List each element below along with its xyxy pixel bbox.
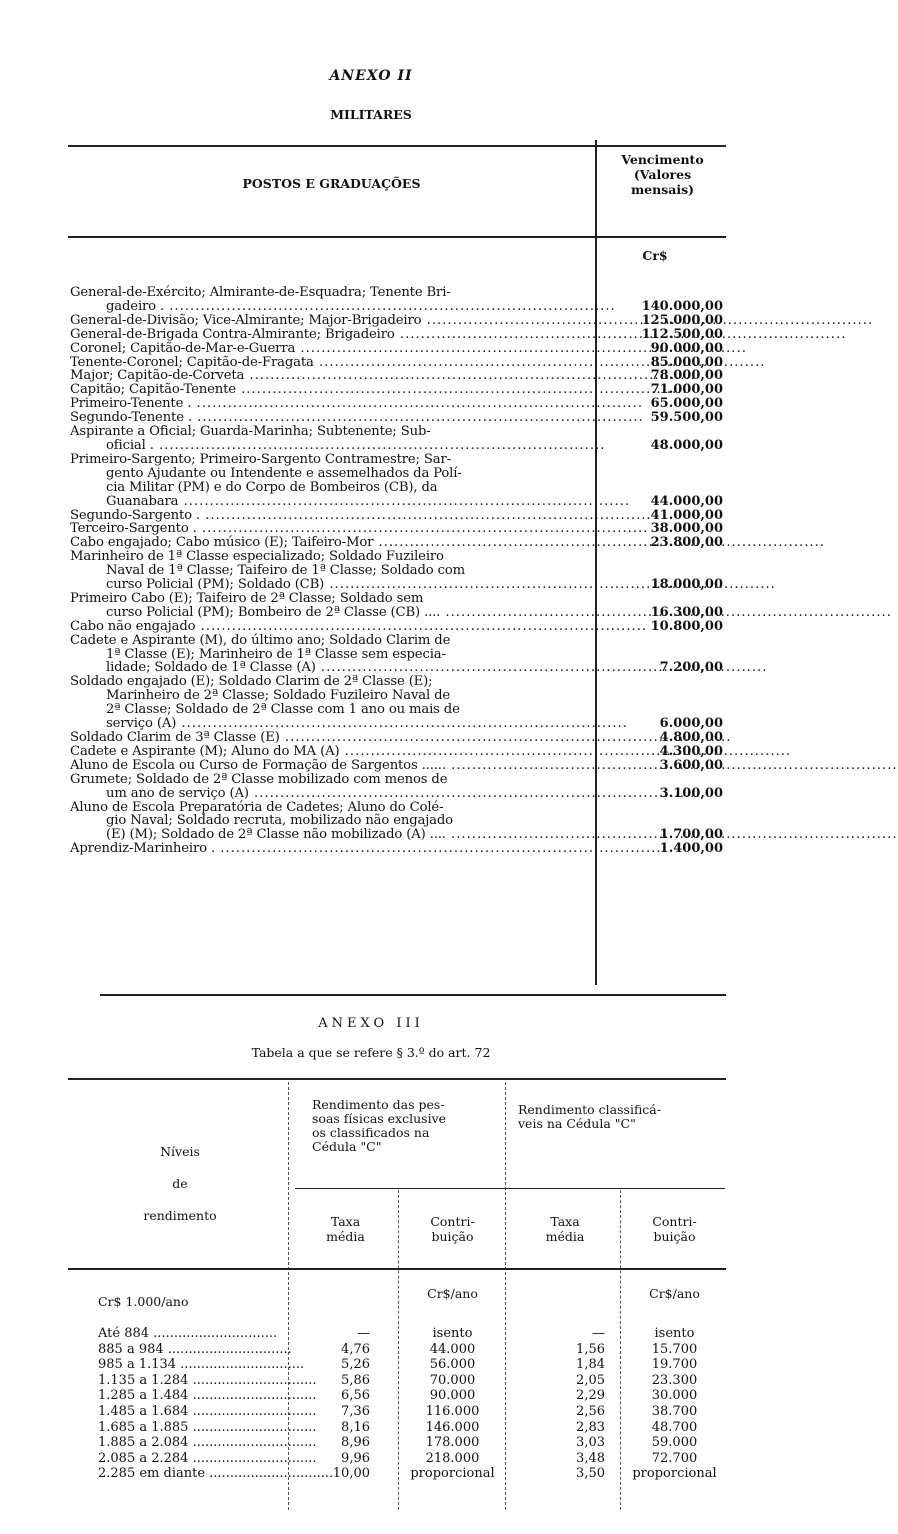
table-top-rule — [68, 145, 726, 147]
level-text: Até 884 — [98, 1326, 150, 1341]
taxa1-cell: 6,56 — [341, 1388, 370, 1404]
header-contrib-1 — [400, 1214, 505, 1244]
rank-entry — [70, 801, 725, 843]
contrib2-cell: proporcional — [632, 1466, 717, 1482]
rank-line: Capitão; Capitão-Tenente ..... — [70, 383, 590, 397]
header-group-2 — [518, 1103, 733, 1131]
salary-value: 90.000,00 — [650, 340, 723, 356]
header-line: Rendimento classificá- — [518, 1102, 661, 1117]
rank-entry — [70, 397, 725, 411]
salary-value: 4.800,00 — [659, 730, 723, 745]
header-line: soas físicas exclusive — [312, 1111, 447, 1126]
rank-description — [70, 550, 590, 592]
rank-line: Aprendiz-Marinheiro . ..... — [70, 842, 590, 856]
column-divider — [398, 1190, 399, 1510]
salary-value: 65.000,00 — [650, 396, 723, 412]
rank-line: gio Naval; Soldado recruta, mobilizado não engajado — [106, 813, 453, 829]
salary-value: 59.500,00 — [650, 410, 723, 426]
rank-description — [70, 509, 590, 523]
table-top-rule — [68, 1078, 726, 1080]
header-rule — [68, 1268, 726, 1270]
rank-description — [70, 397, 590, 411]
rank-line: Aluno de Escola ou Curso de Formação de Sargentos ...... ..... — [70, 759, 590, 773]
taxa1-cell: 8,16 — [341, 1419, 370, 1435]
rank-entry — [70, 592, 725, 620]
subheader-rule — [295, 1188, 725, 1189]
taxa2-cell: — — [592, 1326, 605, 1341]
rank-entry — [70, 286, 725, 314]
rank-description — [70, 592, 590, 620]
rank-entry — [70, 369, 725, 383]
salary-value: 3.100,00 — [659, 785, 723, 801]
taxa2-cell: 3,03 — [576, 1435, 605, 1451]
contrib2-cell: 23.300 — [651, 1372, 698, 1388]
header-line: buição — [653, 1229, 696, 1244]
rank-line: Segundo-Sargento . ..... — [70, 509, 590, 523]
salary-value: 1.700,00 — [659, 827, 723, 843]
rank-description — [70, 314, 590, 328]
header-line: Taxa — [550, 1214, 580, 1229]
salary-value: 23.800,00 — [650, 535, 723, 551]
header-line: Contri- — [430, 1214, 475, 1229]
header-line: Contri- — [652, 1214, 697, 1229]
nivel-cell: 1.285 a 1.484 .............................. — [98, 1388, 317, 1404]
rank-entry — [70, 509, 725, 523]
taxa2-cell: 1,56 — [576, 1341, 605, 1357]
rank-entry — [70, 314, 725, 328]
contrib1-cell: 116.000 — [425, 1404, 480, 1419]
rank-line: General-de-Exército; Almirante-de-Esquadra; Tenente Bri- — [70, 285, 451, 300]
contrib2-cell: 30.000 — [651, 1388, 698, 1404]
contrib1-cell: 90.000 — [429, 1388, 476, 1404]
rank-entry — [70, 773, 725, 801]
rank-line: Aluno de Escola Preparatória de Cadetes; Aluno do Colé- — [70, 799, 444, 815]
salary-value: 78.000,00 — [650, 368, 723, 384]
contrib2-cell: 19.700 — [651, 1357, 698, 1373]
salary-value: 1.400,00 — [659, 841, 723, 857]
header-group-1 — [312, 1098, 502, 1154]
rank-line: Cabo engajado; Cabo músico (E); Taifeiro-Mor ..... — [70, 536, 590, 550]
nivel-cell: 985 a 1.134 .............................. — [98, 1357, 305, 1373]
nivel-cell: 1.135 a 1.284 .............................. — [98, 1372, 317, 1388]
taxa2-cell: 3,48 — [576, 1450, 605, 1466]
rank-entry — [70, 675, 725, 731]
salary-value: 18.000,00 — [650, 577, 723, 593]
level-text: 885 a 984 — [98, 1341, 164, 1357]
rank-line: Guanabara ..... — [70, 495, 590, 509]
salary-value: 10.800,00 — [650, 618, 723, 634]
taxa1-cell: 10,00 — [332, 1466, 370, 1482]
salary-value: 16.300,00 — [650, 604, 723, 620]
header-line: Níveis — [160, 1144, 200, 1159]
rank-line: Cabo não engajado ..... — [70, 620, 590, 634]
rank-description — [70, 342, 590, 356]
taxa2-cell: 1,84 — [576, 1357, 605, 1373]
rank-entry — [70, 731, 725, 745]
header-line: Taxa — [330, 1214, 361, 1229]
header-taxa-1 — [298, 1214, 393, 1244]
header-line: Rendimento das pes- — [312, 1097, 445, 1112]
salary-value: 3.600,00 — [659, 757, 723, 773]
header-line: de — [172, 1176, 188, 1191]
header-line: (Valores — [633, 167, 692, 182]
rank-entry — [70, 550, 725, 592]
salary-value: 6.000,00 — [659, 716, 723, 732]
level-text: 1.485 a 1.684 — [98, 1404, 189, 1419]
header-vencimento — [600, 152, 725, 197]
column-divider — [505, 1082, 506, 1510]
salary-value: 140.000,00 — [641, 298, 723, 314]
level-text: 1.135 a 1.284 — [98, 1372, 189, 1388]
rank-entry — [70, 842, 725, 856]
level-text: 1.685 a 1.885 — [98, 1419, 189, 1435]
rank-entry — [70, 342, 725, 356]
taxa1-cell: 7,36 — [341, 1404, 370, 1419]
contrib2-cell: 59.000 — [651, 1435, 698, 1451]
rank-line: Major; Capitão-de-Corveta ..... — [70, 369, 590, 383]
rank-entry — [70, 453, 725, 509]
unit-niveis: Cr$ 1.000/ano — [98, 1294, 189, 1309]
header-postos: POSTOS E GRADUAÇÕES — [242, 176, 421, 191]
nivel-cell: Até 884 .............................. — [98, 1326, 278, 1341]
taxa2-cell: 2,83 — [576, 1419, 605, 1435]
rank-line: Primeiro Cabo (E); Taifeiro de 2ª Classe; Soldado sem — [70, 590, 424, 606]
rank-line: Soldado engajado (E); Soldado Clarim de 2ª Classe (E); — [70, 674, 433, 690]
header-line: Cédula "C" — [312, 1139, 382, 1154]
rank-description — [70, 425, 590, 453]
salary-value: 125.000,00 — [641, 312, 723, 328]
currency-label: Cr$ — [642, 248, 668, 263]
header-line: os classificados na — [312, 1125, 430, 1140]
annex2-subtitle: MILITARES — [330, 107, 412, 122]
contrib2-cell: 38.700 — [651, 1404, 698, 1419]
rank-description — [70, 369, 590, 383]
rank-line: Naval de 1ª Classe; Taifeiro de 1ª Classe; Soldado com — [106, 563, 465, 579]
rank-description — [70, 383, 590, 397]
contrib1-cell: 178.000 — [425, 1435, 480, 1451]
rank-line: curso Policial (PM); Soldado (CB) ..... — [70, 578, 590, 592]
nivel-cell: 1.685 a 1.885 .............................. — [98, 1419, 317, 1435]
rank-line: 2ª Classe; Soldado de 2ª Classe com 1 ano ou mais de — [106, 702, 460, 718]
annex3-title: ANEXO III — [318, 1016, 424, 1031]
taxa2-cell: 2,29 — [576, 1388, 605, 1404]
rank-line: Soldado Clarim de 3ª Classe (E) ..... — [70, 731, 590, 745]
contrib1-cell: 56.000 — [429, 1357, 476, 1373]
rank-entry — [70, 425, 725, 453]
rank-line: Marinheiro de 2ª Classe; Soldado Fuzileiro Naval de — [106, 688, 451, 704]
salary-value: 7.200,00 — [659, 660, 723, 676]
header-line: rendimento — [143, 1208, 217, 1223]
contrib1-cell: 146.000 — [425, 1419, 480, 1435]
rank-description — [70, 731, 590, 745]
header-line: Vencimento — [621, 152, 704, 167]
rank-entry — [70, 411, 725, 425]
rank-line: Cadete e Aspirante (M), do último ano; Soldado Clarim de — [70, 632, 451, 648]
salary-value: 48.000,00 — [650, 437, 723, 453]
taxa1-cell: 5,86 — [341, 1372, 370, 1388]
contrib2-cell: 72.700 — [651, 1450, 698, 1466]
taxa1-cell: 4,76 — [341, 1341, 370, 1357]
rank-description — [70, 842, 590, 856]
column-divider — [620, 1190, 621, 1510]
salary-value: 44.000,00 — [650, 493, 723, 509]
contrib1-cell: 44.000 — [429, 1341, 476, 1357]
contrib1-cell: 70.000 — [429, 1372, 476, 1388]
rank-entry — [70, 536, 725, 550]
nivel-cell: 1.885 a 2.084 .............................. — [98, 1435, 317, 1451]
rank-line: um ano de serviço (A) ..... — [70, 787, 590, 801]
salary-value: 112.500,00 — [641, 326, 723, 342]
nivel-cell: 2.285 em diante .............................. — [98, 1466, 334, 1482]
table-bottom-rule — [100, 994, 726, 996]
rank-line: Terceiro-Sargento . ..... — [70, 522, 590, 536]
header-line: veis na Cédula "C" — [518, 1116, 636, 1131]
rank-description — [70, 759, 590, 773]
rank-description — [70, 328, 590, 342]
taxa1-cell: 8,96 — [341, 1435, 370, 1451]
rank-line: Segundo-Tenente . ..... — [70, 411, 590, 425]
rank-description — [70, 801, 590, 843]
header-line: buição — [431, 1229, 474, 1244]
rank-line: Primeiro-Tenente . ..... — [70, 397, 590, 411]
contrib1-cell: proporcional — [410, 1466, 495, 1482]
rank-line: gadeiro . ..... — [70, 300, 590, 314]
level-text: 2.085 a 2.284 — [98, 1450, 189, 1466]
nivel-cell: 885 a 984 .............................. — [98, 1341, 292, 1357]
contrib1-cell: 218.000 — [425, 1450, 480, 1466]
rank-line: Coronel; Capitão-de-Mar-e-Guerra ..... — [70, 342, 590, 356]
header-line: média — [326, 1229, 365, 1244]
salary-value: 4.300,00 — [659, 743, 723, 759]
taxa1-cell: 9,96 — [341, 1450, 370, 1466]
rank-entry — [70, 759, 725, 773]
rank-line: Primeiro-Sargento; Primeiro-Sargento Contramestre; Sar- — [70, 451, 451, 467]
rank-line: Cadete e Aspirante (M); Aluno do MA (A) ..... — [70, 745, 590, 759]
rank-line: General-de-Brigada Contra-Almirante; Brigadeiro ..... — [70, 328, 590, 342]
rank-entry — [70, 745, 725, 759]
rank-description — [70, 675, 590, 731]
contrib2-cell: 15.700 — [651, 1341, 698, 1357]
contrib2-cell: 48.700 — [651, 1419, 698, 1435]
rank-line: serviço (A) ..... — [70, 717, 590, 731]
rank-description — [70, 620, 590, 634]
header-line: mensais) — [630, 182, 695, 197]
annex3-subtitle: Tabela a que se refere § 3.º do art. 72 — [251, 1045, 491, 1060]
salary-value: 38.000,00 — [650, 521, 723, 537]
rank-description — [70, 745, 590, 759]
rank-line: 1ª Classe (E); Marinheiro de 1ª Classe sem especia- — [106, 646, 446, 662]
rank-line: oficial . ..... — [70, 439, 590, 453]
level-text: 1.885 a 2.084 — [98, 1435, 189, 1451]
taxa2-cell: 3,50 — [576, 1466, 605, 1482]
rank-line: General-de-Divisão; Vice-Almirante; Major-Brigadeiro ..... — [70, 314, 590, 328]
taxa1-cell: 5,26 — [341, 1357, 370, 1373]
nivel-cell: 1.485 a 1.684 .............................. — [98, 1404, 317, 1419]
annex2-title: ANEXO II — [329, 68, 413, 84]
rank-line: curso Policial (PM); Bombeiro de 2ª Classe (CB) .... ..... — [70, 606, 590, 620]
rank-description — [70, 453, 590, 509]
rank-line: Aspirante a Oficial; Guarda-Marinha; Subtenente; Sub- — [70, 424, 431, 440]
rank-line: (E) (M); Soldado de 2ª Classe não mobilizado (A) .... ..... — [70, 828, 590, 842]
rank-description — [70, 773, 590, 801]
rank-description — [70, 536, 590, 550]
salary-value: 41.000,00 — [650, 507, 723, 523]
header-line: média — [545, 1229, 585, 1244]
unit-contrib-1: Cr$/ano — [427, 1286, 478, 1301]
header-contrib-2 — [622, 1214, 727, 1244]
rank-line: cia Militar (PM) e do Corpo de Bombeiros (CB), da — [106, 479, 438, 495]
header-rule — [68, 236, 726, 238]
rank-entry — [70, 356, 725, 370]
rank-description — [70, 634, 590, 676]
header-niveis — [100, 1136, 260, 1232]
rank-description — [70, 286, 590, 314]
rank-line: gento Ajudante ou Intendente e assemelhados da Polí- — [106, 465, 462, 481]
taxa2-cell: 2,56 — [576, 1404, 605, 1419]
rank-entry — [70, 620, 725, 634]
rank-line: Grumete; Soldado de 2ª Classe mobilizado com menos de — [70, 771, 448, 787]
ranks-list — [70, 286, 725, 856]
rank-description — [70, 522, 590, 536]
unit-contrib-2: Cr$/ano — [649, 1286, 700, 1301]
rank-line: Tenente-Coronel; Capitão-de-Fragata ..... — [70, 356, 590, 370]
rank-entry — [70, 383, 725, 397]
level-text: 1.285 a 1.484 — [98, 1388, 189, 1404]
contrib2-cell: isento — [654, 1326, 695, 1341]
rank-entry — [70, 634, 725, 676]
nivel-cell: 2.085 a 2.284 .............................. — [98, 1450, 317, 1466]
contrib1-cell: isento — [432, 1326, 473, 1341]
rank-line: lidade; Soldado de 1ª Classe (A) ..... — [70, 661, 590, 675]
taxa2-cell: 2,05 — [576, 1372, 605, 1388]
taxa1-cell: — — [357, 1326, 370, 1341]
rank-description — [70, 356, 590, 370]
salary-value: 85.000,00 — [650, 354, 723, 370]
rank-line: Marinheiro de 1ª Classe especializado; Soldado Fuzileiro — [70, 549, 444, 565]
rank-description — [70, 411, 590, 425]
rank-entry — [70, 522, 725, 536]
level-text: 985 a 1.134 — [98, 1357, 177, 1373]
salary-value: 71.000,00 — [650, 382, 723, 398]
rank-entry — [70, 328, 725, 342]
level-text: 2.285 em diante — [98, 1466, 206, 1482]
header-taxa-2 — [510, 1214, 620, 1244]
